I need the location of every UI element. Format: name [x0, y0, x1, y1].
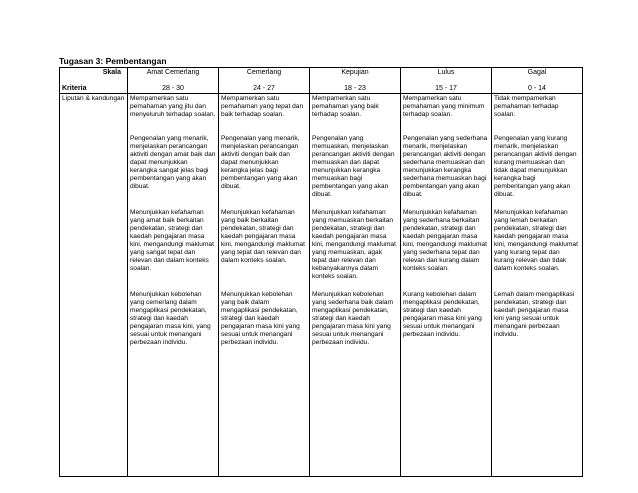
header-row: [60, 68, 583, 94]
level-score: 0 - 14: [528, 85, 546, 92]
level-name: Gagal: [527, 69, 547, 76]
descriptor-text: Tidak mempamerkan pemahaman terhadap soalan.: [494, 95, 559, 118]
descriptor-text: Pengenalan yang menarik, menjelaskan perancangan aktiviti dengan baik dan dapat menunjukkan kerangka jelas bagi pembentangan yang akan dibuat.: [221, 135, 300, 190]
rubric-table: [59, 67, 583, 477]
level-name: Cemerlang: [246, 69, 282, 76]
descriptor-text: Lemah dalam mengaplikasi pendekatan, strategi dan kaedah pengajaran masa kini yang sesuai untuk menangani perbezaan individu.: [494, 291, 575, 338]
level-score: 24 - 27: [253, 85, 275, 92]
descriptor-text: Mempamerkan satu pemahaman yang tepat dan baik terhadap soalan.: [221, 95, 304, 118]
criteria-header-cell: [60, 68, 128, 94]
descriptor-text: Mempamerkan satu pemahaman yang minimum terhadap soalan.: [403, 95, 485, 118]
kriteria-label: Kriteria: [62, 85, 87, 92]
descriptor-text: Menunjukkan kefahaman yang memuaskan berkaitan pendekatan, strategi dan kaedah pengajaran masa kini, mengandungi maklumat yang memuaskan, agak tepat dan relevan dan kebanyakannya dalam konteks soalan.: [312, 209, 396, 280]
descriptor-text: Menunjukkan kebolehan yang baik dalam mengaplikasi pendekatan, strategi dan kaedah pengajaran masa kini yang sesuai untuk menangani perbezaan individu.: [221, 291, 300, 346]
descriptor-text: Mempamerkan satu pemahaman yang baik terhadap soalan.: [312, 95, 379, 118]
level-header-gagal: [492, 68, 583, 94]
descriptor-text: Menunjukkan kefahaman yang lemah berkaitan pendekatan, strategi dan kaedah pengajaran masa kini, mengandungi maklumat yang kurang tepat dan kurang relevan dan tidak dalam konteks soalan.: [494, 209, 578, 272]
level-score: 15 - 17: [435, 85, 457, 92]
level-header-cemerlang: [219, 68, 310, 94]
descriptor-cell: [492, 94, 583, 477]
descriptor-text: Mempamerkan satu pemahaman yang jitu dan menyeluruh terhadap soalan.: [130, 95, 216, 118]
page-title: Tugasan 3: Pembentangan: [59, 56, 167, 66]
level-header-amat-cemerlang: [128, 68, 219, 94]
descriptor-text: Menunjukkan kefahaman yang amat baik berkaitan pendekatan, strategi dan kaedah pengajaran masa kini, mengandungi maklumat yang sangat tepat dan relevan dan dalam konteks soalan.: [130, 209, 214, 272]
level-name: Amat Cemerlang: [146, 69, 200, 76]
level-header-kepujian: [310, 68, 401, 94]
table-row: [60, 94, 583, 477]
descriptor-text: Pengenalan yang memuaskan, menjelaskan perancangan aktiviti dengan memuaskan dan dapat menunjukkan kerangka memuaskan bagi pembentangan yang akan dibuat.: [312, 135, 395, 198]
descriptor-text: Menunjukkan kebolehan yang sederhana baik dalam mengaplikasi pendekatan, strategi dan kaedah pengajaran masa kini yang sesuai untuk menangani perbezaan individu.: [312, 291, 394, 346]
descriptor-text: Menunjukkan kebolehan yang cemerlang dalam mengaplikasi pendekatan, strategi dan kaedah pengajaran masa kini, yang sesuai untuk menangani perbezaan individu.: [130, 291, 211, 346]
descriptor-cell: [128, 94, 219, 477]
descriptor-text: Menunjukkan kefahaman yang sederhana berkaitan pendekatan, strategi dan kaedah pengajaran masa kini, mengandungi maklumat yang sederhana tepat dan relevan dan kurang dalam konteks soalan.: [403, 209, 487, 272]
descriptor-text: Kurang kebolehan dalam mengaplikasi pendekatan, strategi dan kaedah pengajaran masa kini yang sesuai untuk menangani perbezaan individu.: [403, 291, 482, 338]
descriptor-text: Menunjukkan kefahaman yang baik berkaitan pendekatan, strategi dan kaedah pengajaran masa kini, mengandungi maklumat yang tepat dan relevan dan dalam konteks soalan.: [221, 209, 305, 264]
descriptor-cell: [219, 94, 310, 477]
level-name: Kepujian: [341, 69, 369, 76]
descriptor-text: Pengenalan yang sederhana menarik, menjelaskan perancangan aktiviti dengan sederhana memuaskan dan menunjukkan kerangka sederhana memuaskan bagi pembentangan yang akan dibuat.: [403, 135, 488, 198]
descriptor-text: Pengenalan yang menarik, menjelaskan perancangan aktiviti dengan amat baik dan dapat menunjukkan kerangka sangat jelas bagi pembentangan yang akan dibuat.: [130, 135, 216, 190]
level-name: Lulus: [437, 69, 455, 76]
skala-label: Skala: [102, 69, 121, 76]
level-score: 18 - 23: [344, 85, 366, 92]
level-header-lulus: [401, 68, 492, 94]
descriptor-cell: [401, 94, 492, 477]
level-score: 28 - 30: [162, 85, 184, 92]
criterion-cell: Liputan & kandungan: [60, 94, 128, 477]
descriptor-text: Pengenalan yang kurang menarik, menjelaskan perancangan aktiviti dengan kurang memuaskan dan tidak dapat menunjukkan kerangka bagi pembentangan yang akan dibuat.: [494, 135, 577, 198]
descriptor-cell: [310, 94, 401, 477]
